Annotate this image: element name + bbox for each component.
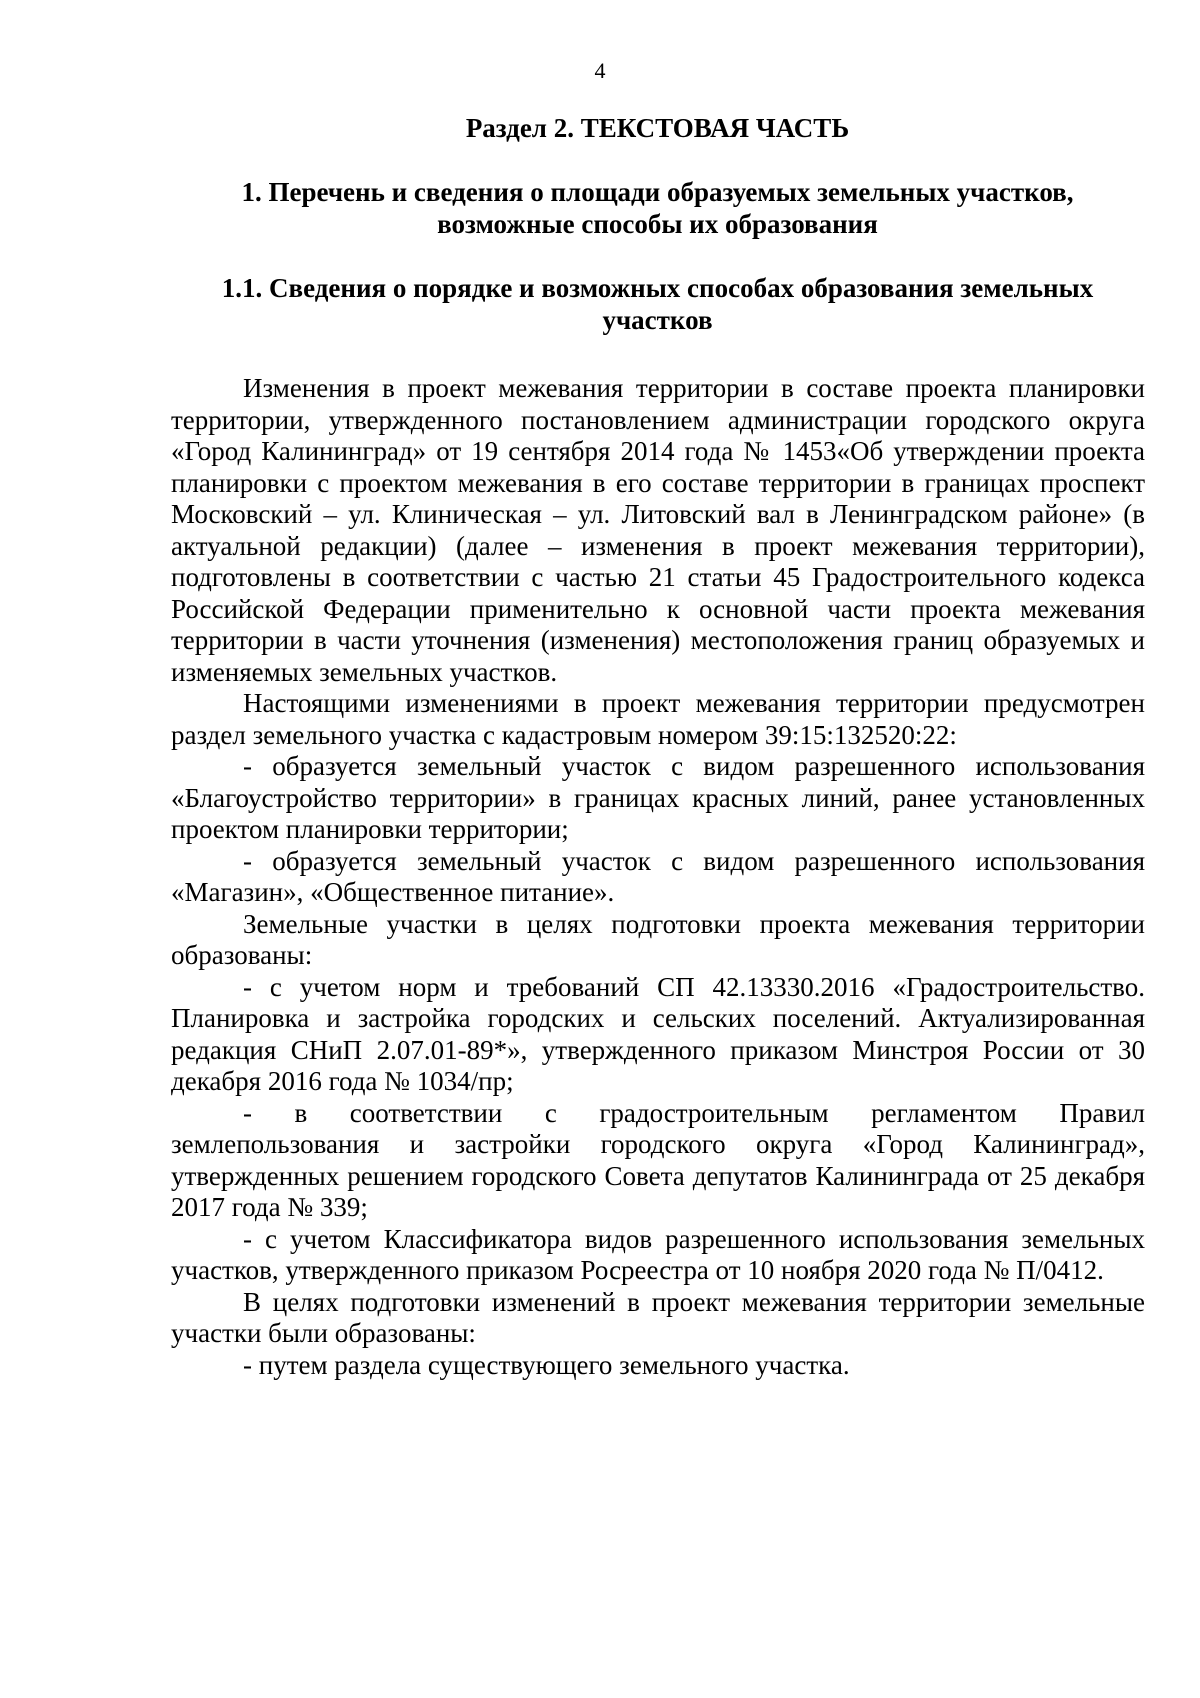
paragraph: Изменения в проект межевания территории в составе проекта планировки территории, утвержденного постановлением администрации городского округа «Город Калининград» от 19 сентября 2014 года № 1453«Об утверждении проекта планировки с проектом межевания в его составе территории в границах проспект Московский – ул. Клиническая – ул. Литовский вал в Ленинградском районе» (в актуальной редакции) (далее – изменения в проект межевания территории), подготовлены в соответствии с частью 21 статьи 45 Градостроительного кодекса Российской Федерации применительно к основной части проекта межевания территории в части уточнения (изменения) местоположения границ образуемых и изменяемых земельных участков. xyxy=(171,373,1145,687)
list-item: - в соответствии с градостроительным регламентом Правил землепользования и застройки городского округа «Город Калининград», утвержденных решением городского Совета депутатов Калининграда от 25 декабря 2017 года № 339; xyxy=(171,1097,1145,1222)
page-number: 4 xyxy=(594,58,606,83)
paragraph: Земельные участки в целях подготовки проекта межевания территории образованы: xyxy=(171,908,1145,970)
paragraph: В целях подготовки изменений в проект межевания территории земельные участки были образованы: xyxy=(171,1286,1145,1348)
heading-1-1: 1.1. Сведения о порядке и возможных способах образования земельных участков xyxy=(221,273,1094,335)
heading-1: 1. Перечень и сведения о площади образуемых земельных участков, возможные способы их образования xyxy=(241,177,1074,239)
list-item: - образуется земельный участок с видом разрешенного использования «Магазин», «Общественное питание». xyxy=(171,845,1145,907)
list-item: - с учетом Классификатора видов разрешенного использования земельных участков, утвержденного приказом Росреестра от 10 ноября 2020 года № П/0412. xyxy=(171,1223,1145,1285)
body-text xyxy=(171,373,1145,1381)
section-title: Раздел 2. ТЕКСТОВАЯ ЧАСТЬ xyxy=(465,113,850,143)
list-item: - с учетом норм и требований СП 42.13330.2016 «Градостроительство. Планировка и застройка городских и сельских поселений. Актуализированная редакция СНиП 2.07.01-89*», утвержденного приказом Минстроя России от 30 декабря 2016 года № 1034/пр; xyxy=(171,971,1145,1096)
list-item: - путем раздела существующего земельного участка. xyxy=(243,1349,850,1380)
paragraph: Настоящими изменениями в проект межевания территории предусмотрен раздел земельного участка с кадастровым номером 39:15:132520:22: xyxy=(171,688,1145,750)
list-item: - образуется земельный участок с видом разрешенного использования «Благоустройство территории» в границах красных линий, ранее установленных проектом планировки территории; xyxy=(171,751,1145,844)
